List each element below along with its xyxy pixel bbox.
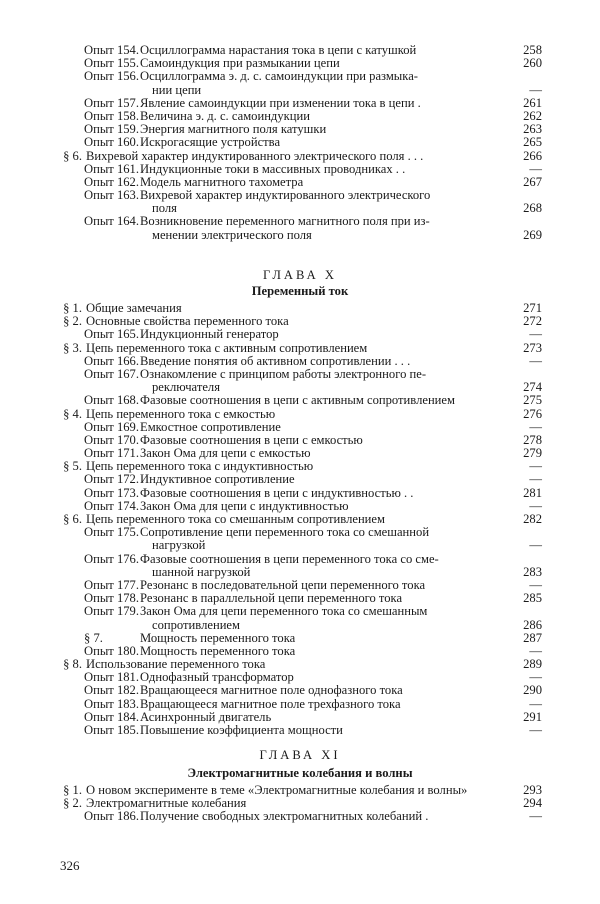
entry-label: § 4. [63, 406, 82, 421]
entry-title: Вращающееся магнитное поле однофазного тока [140, 684, 403, 698]
toc-entry [0, 70, 600, 83]
entry-label: Опыт 163. [84, 188, 139, 203]
entry-page: — [529, 643, 542, 658]
entry-title: шанной нагрузкой [152, 565, 251, 579]
entry-label: Опыт 159. [84, 122, 139, 137]
entry-title: Цепь переменного тока со смешанным сопротивлением [86, 513, 385, 526]
toc-entry [0, 487, 600, 500]
entry-title: Однофазный трансформатор [140, 671, 294, 685]
entry-label: Опыт 156. [84, 69, 139, 84]
chapter-title: Электромагнитные колебания и волны [187, 766, 413, 780]
entry-title: Энергия магнитного поля катушки [140, 123, 327, 137]
entry-label: Опыт 168. [84, 393, 139, 408]
entry-title: поля [152, 202, 177, 216]
entry-page: 282 [523, 512, 542, 526]
entry-page: 276 [523, 406, 542, 421]
entry-label: Опыт 182. [84, 683, 139, 698]
toc-entry [0, 328, 600, 341]
entry-title: реключателя [152, 381, 220, 395]
entry-label: Опыт 185. [84, 723, 139, 737]
entry-label: Опыт 171. [84, 446, 139, 461]
entry-title: Общие замечания [86, 302, 182, 315]
toc-entry [0, 150, 600, 163]
entry-title: Фазовые соотношения в цепи с активным сопротивлением [140, 394, 455, 408]
entry-page: 271 [523, 301, 542, 315]
entry-title: Фазовые соотношения в цепи с емкостью [140, 433, 363, 447]
entry-label: Опыт 165. [84, 327, 139, 342]
entry-label: § 2. [63, 796, 82, 811]
entry-title: Повышение коэффициента мощности [140, 724, 343, 737]
toc-entry [0, 645, 600, 658]
entry-page: 278 [523, 432, 542, 447]
entry-label: Опыт 177. [84, 577, 139, 592]
entry-page: 283 [523, 564, 542, 579]
entry-page: — [529, 459, 542, 474]
entry-title: Величина э. д. с. самоиндукции [140, 109, 310, 123]
toc-entry [0, 136, 600, 149]
toc-entry [0, 619, 600, 632]
entry-page: 273 [523, 340, 542, 355]
entry-label: Опыт 184. [84, 709, 139, 724]
entry-label: Опыт 181. [84, 670, 139, 685]
entry-page: 265 [523, 135, 542, 150]
toc-entry [0, 500, 600, 513]
entry-label: § 6. [63, 512, 82, 526]
entry-page: 275 [523, 393, 542, 408]
entry-page: 267 [523, 174, 542, 189]
entry-title: нагрузкой [152, 539, 206, 553]
entry-page: — [529, 577, 542, 592]
entry-page: 285 [523, 591, 542, 606]
entry-page: — [529, 419, 542, 434]
entry-title: Осциллограмма нарастания тока в цепи с катушкой [140, 44, 417, 57]
chapter-title: Переменный ток [251, 284, 349, 298]
entry-label: Опыт 154. [84, 43, 139, 57]
entry-page: 281 [523, 485, 542, 500]
entry-label: Опыт 174. [84, 498, 139, 513]
entry-page: 274 [523, 380, 542, 395]
toc-entry [0, 229, 600, 242]
entry-label: § 1. [63, 301, 82, 315]
entry-label: Опыт 186. [84, 809, 139, 824]
entry-title: Сопротивление цепи переменного тока со смешанной [140, 526, 430, 540]
entry-page: 262 [523, 108, 542, 123]
toc-entry [0, 526, 600, 539]
entry-page: — [529, 538, 542, 553]
entry-label: Опыт 173. [84, 485, 139, 500]
entry-title: Цепь переменного тока с активным сопротивлением [86, 341, 368, 355]
toc-entry [0, 473, 600, 486]
entry-page: — [529, 723, 542, 737]
entry-title: менении электрического поля [152, 228, 312, 242]
entry-title: Введение понятия об активном сопротивлении . . . [140, 354, 411, 368]
entry-page: — [529, 696, 542, 711]
toc-entry [0, 84, 600, 97]
entry-title: Фазовые соотношения в цепи с индуктивностью . . [140, 486, 414, 500]
toc-entry [0, 539, 600, 552]
entry-title: Искрогасящие устройства [140, 136, 281, 150]
entry-page: 258 [523, 43, 542, 57]
toc-entry [0, 368, 600, 381]
toc-entry [0, 566, 600, 579]
entry-page: — [529, 472, 542, 487]
entry-page: — [529, 670, 542, 685]
entry-label: Опыт 164. [84, 214, 139, 229]
toc-entry [0, 698, 600, 711]
entry-page: — [529, 82, 542, 97]
entry-page: 287 [523, 630, 542, 645]
toc-entry [0, 97, 600, 110]
entry-page: 260 [523, 56, 542, 71]
toc-entry [0, 605, 600, 618]
entry-label: § 8. [63, 657, 82, 672]
entry-title: Закон Ома для цепи с емкостью [140, 447, 311, 461]
toc-chapter-10 [0, 302, 600, 737]
entry-page: 293 [523, 783, 542, 797]
entry-label: Опыт 175. [84, 525, 139, 540]
toc-entry [0, 342, 600, 355]
entry-label: Опыт 160. [84, 135, 139, 150]
entry-page: 266 [523, 148, 542, 163]
toc-entry [0, 408, 600, 421]
entry-label: § 6. [63, 148, 82, 163]
entry-title: Резонанс в последовательной цепи переменного тока [140, 578, 426, 592]
entry-title: Мощность переменного тока [140, 631, 296, 645]
entry-label: § 7. [84, 630, 103, 645]
entry-title: Ознакомление с принципом работы электронного пе- [140, 367, 427, 381]
entry-page: 272 [523, 314, 542, 329]
entry-label: Опыт 180. [84, 643, 139, 658]
entry-page: 261 [523, 95, 542, 110]
entry-title: Самоиндукция при размыкании цепи [140, 57, 340, 71]
entry-label: § 5. [63, 459, 82, 474]
page-number: 326 [60, 858, 80, 873]
entry-label: Опыт 169. [84, 419, 139, 434]
toc-section-continued [0, 44, 600, 242]
entry-label: Опыт 176. [84, 551, 139, 566]
entry-page: 279 [523, 446, 542, 461]
entry-label: Опыт 178. [84, 591, 139, 606]
entry-label: Опыт 179. [84, 604, 139, 619]
toc-entry [0, 163, 600, 176]
entry-title: Осциллограмма э. д. с. самоиндукции при размыка- [140, 70, 418, 84]
entry-label: Опыт 166. [84, 353, 139, 368]
entry-title: Электромагнитные колебания [86, 797, 247, 811]
entry-title: Индукционный генератор [140, 328, 279, 342]
entry-page: 286 [523, 617, 542, 632]
entry-label: Опыт 158. [84, 108, 139, 123]
toc-entry [0, 302, 600, 315]
entry-label: Опыт 157. [84, 95, 139, 110]
entry-page: 291 [523, 709, 542, 724]
toc-entry [0, 215, 600, 228]
entry-page: 268 [523, 201, 542, 216]
entry-page: 294 [523, 796, 542, 811]
entry-title: Фазовые соотношения в цепи переменного тока со сме- [140, 552, 439, 566]
entry-title: Резонанс в параллельной цепи переменного тока [140, 592, 403, 606]
entry-title: О новом эксперименте в теме «Электромагнитные колебания и волны» [86, 784, 468, 797]
entry-label: Опыт 161. [84, 161, 139, 176]
entry-page: — [529, 161, 542, 176]
entry-title: Основные свойства переменного тока [86, 315, 289, 329]
entry-page: 269 [523, 227, 542, 242]
entry-title: Явление самоиндукции при изменении тока в цепи . [140, 96, 421, 110]
entry-title: Цепь переменного тока с емкостью [86, 407, 276, 421]
entry-title: Вращающееся магнитное поле трехфазного тока [140, 697, 401, 711]
entry-title: сопротивлением [152, 618, 240, 632]
entry-title: Возникновение переменного магнитного поля при из- [140, 215, 430, 229]
entry-title: Вихревой характер индуктированного электрического [140, 189, 431, 203]
entry-label: Опыт 155. [84, 56, 139, 71]
entry-label: Опыт 170. [84, 432, 139, 447]
toc-entry [0, 421, 600, 434]
toc-entry [0, 724, 600, 737]
toc-entry [0, 394, 600, 407]
entry-label: Опыт 183. [84, 696, 139, 711]
chapter-heading: ГЛАВА XI [259, 748, 341, 762]
entry-label: § 2. [63, 314, 82, 329]
entry-title: Закон Ома для цепи с индуктивностью [140, 499, 349, 513]
entry-title: Модель магнитного тахометра [140, 175, 304, 189]
toc-chapter-11 [0, 784, 600, 824]
entry-title: Асинхронный двигатель [140, 710, 272, 724]
entry-title: Получение свободных электромагнитных колебаний . [140, 810, 429, 824]
entry-title: Цепь переменного тока с индуктивностью [86, 460, 314, 474]
entry-page: — [529, 327, 542, 342]
entry-label: § 1. [63, 783, 82, 797]
entry-title: Использование переменного тока [86, 658, 266, 672]
entry-label: Опыт 162. [84, 174, 139, 189]
entry-page: 263 [523, 122, 542, 137]
entry-title: Индуктивное сопротивление [140, 473, 295, 487]
entry-page: — [529, 498, 542, 513]
toc-entry [0, 684, 600, 697]
entry-title: Мощность переменного тока [140, 644, 296, 658]
toc-entry [0, 189, 600, 202]
entry-title: Индукционные токи в массивных проводниках . . [140, 162, 406, 176]
toc-entry [0, 447, 600, 460]
toc-entry [0, 355, 600, 368]
entry-page: 290 [523, 683, 542, 698]
toc-entry [0, 632, 600, 645]
chapter-heading: ГЛАВА X [263, 268, 337, 282]
entry-title: Закон Ома для цепи переменного тока со смешанным [140, 605, 428, 619]
toc-entry [0, 810, 600, 823]
entry-title: Вихревой характер индуктированного электрического поля . . . [86, 149, 424, 163]
entry-page: — [529, 809, 542, 824]
entry-title: нии цепи [152, 83, 202, 97]
entry-label: Опыт 172. [84, 472, 139, 487]
entry-page: 289 [523, 657, 542, 672]
entry-title: Емкостное сопротивление [140, 420, 281, 434]
toc-entry [0, 553, 600, 566]
entry-page: — [529, 353, 542, 368]
entry-label: § 3. [63, 340, 82, 355]
entry-label: Опыт 167. [84, 366, 139, 381]
toc-entry [0, 784, 600, 797]
